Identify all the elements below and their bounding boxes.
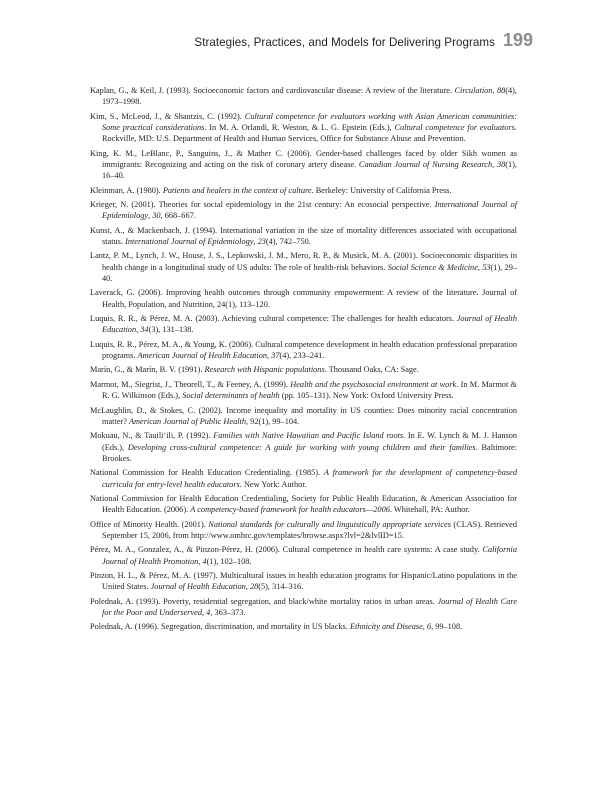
reference-entry (90, 519, 517, 542)
reference-text: Polednak, A. (1996). Segregation, discrimination, and mortality in US blacks. (90, 622, 350, 632)
reference-italic-text: Circulation (454, 86, 493, 95)
reference-list (90, 85, 517, 636)
reference-italic-text: Journal of Health Care for the Poor and Underserved (102, 596, 518, 617)
reference-text: , (245, 582, 250, 592)
reference-italic-text: 23 (257, 237, 266, 247)
reference-entry (90, 493, 517, 516)
reference-italic-text: Ethnicity and Disease (349, 622, 423, 632)
reference-text: National Commission for Health Education Credentialing. (1985). (90, 468, 324, 478)
reference-italic-text: A framework for the development of competency-based curricula for entry-level health educators (102, 468, 517, 489)
reference-text: Krieger, N. (2001). Theories for social epidemiology in the 21st century: An ecosocial perspective. (90, 200, 435, 210)
reference-text: Office of Minority Health. (2001). (90, 519, 209, 529)
reference-text: , (202, 607, 207, 617)
reference-entry (90, 225, 517, 248)
reference-italic-text: 53 (482, 262, 491, 272)
reference-text: . Baltimore: Brookes. (102, 442, 517, 463)
reference-italic-text: American Journal of Health Education (137, 351, 268, 361)
reference-text: Kim, S., McLeod, J., & Shantzis, C. (1992). (90, 111, 245, 121)
reference-text: (1), 102–108. (206, 556, 252, 566)
reference-text: Lantz, P. M., Lynch, J. W., House, J. S., Lepkowski, J. M., Mero, R. P., & Musick, M. A. (2001). Socioeconomic disparities in health change in a longitudinal study of US adults: The role of health-risk behaviors. (90, 251, 517, 272)
reference-text: Polednak, A. (1993). Poverty, residential segregation, and black/white mortality ratios in urban areas. (90, 596, 438, 606)
reference-italic-text: Cultural competence for evaluators (394, 122, 515, 132)
reference-text: , 363–373. (210, 607, 246, 617)
reference-text: , (148, 211, 153, 221)
reference-text: , (198, 556, 203, 566)
reference-text: (5), 314–316. (258, 582, 304, 592)
reference-text: (3), 131–138. (148, 325, 194, 335)
reference-text: . New York: Author. (239, 479, 307, 489)
reference-italic-text: National standards for culturally and linguistically appropriate services (208, 519, 451, 529)
reference-italic-text: A competency-based framework for health educators—2006 (190, 505, 390, 515)
reference-text: Marín, G., & Marín, B. V. (1991). (90, 365, 205, 375)
reference-italic-text: 38 (496, 159, 506, 169)
reference-italic-text: Patients and healers in the context of culture (162, 185, 312, 195)
reference-italic-text: 4 (206, 607, 211, 617)
reference-italic-text: American Journal of Public Health (128, 416, 247, 426)
reference-text: McLaughlin, D., & Stokes, C. (2002). Income inequality and mortality in US counties: Does minority racial concentration matter? (90, 405, 517, 426)
reference-text: . In M. Marmot & R. G. Wilkinson (Eds.), (102, 379, 517, 401)
reference-entry (90, 570, 517, 593)
reference-text: , (477, 262, 483, 272)
reference-text: , 92(1), 99–104. (246, 416, 300, 426)
reference-text: . Rockville, MD: U.S. Department of Health and Human Services, Office for Substance Abuse and Prevention. (102, 122, 517, 144)
reference-entry (90, 250, 517, 284)
reference-text: (4), 742–750. (265, 237, 311, 247)
page-number: 199 (502, 30, 533, 50)
reference-entry (90, 621, 517, 632)
reference-text: (1), 29–40. (102, 262, 517, 284)
running-header-title: Strategies, Practices, and Models for Delivering Programs (194, 36, 495, 49)
reference-italic-text: 34 (140, 325, 149, 335)
reference-text: King, K. M., LeBlanc, P., Sanguins, J., & Mather C. (2006). Gender-based challenges faced by older Sikh women as immigrants: Recognizing and acting on the risk of coronary artery disease. (90, 148, 517, 169)
reference-text: Laverack, G. (2006). Improving health outcomes through community empowerment: A review of the literature. Journal of Health, Population, and Nutrition, 24(1), 113–120. (90, 288, 517, 309)
reference-italic-text: Health and the psychosocial environment at work (290, 379, 457, 389)
reference-text: , (136, 325, 141, 335)
reference-entry (90, 313, 517, 336)
reference-entry (90, 544, 517, 567)
reference-text: . In M. A. Orlandi, R. Weston, & L. G. Epstein (Eds.), (204, 122, 395, 132)
reference-text: Pinzon, H. L., & Pérez, M. A. (1997). Multicultural issues in health education programs for Hispanic/Latino populations in the United States. (90, 570, 517, 592)
reference-text: (CLAS). Retrieved September 15, 2006, from http://www.omhrc.gov/templates/browse.aspx?lvl=2&lvlID=15. (102, 519, 517, 540)
reference-entry (90, 287, 517, 310)
reference-entry (90, 596, 517, 619)
reference-italic-text: International Journal of Epidemiology (125, 237, 254, 247)
reference-entry (90, 467, 517, 490)
reference-text: (pp. 105–131). New York: Oxford University Press. (279, 391, 454, 401)
reference-entry (90, 148, 517, 182)
reference-text: Kaplan, G., & Keil, J. (1993). Socioeconomic factors and cardiovascular disease: A review of the literature. (90, 86, 455, 95)
reference-entry (90, 379, 517, 402)
reference-entry (90, 85, 517, 108)
reference-text: Kunst, A., & Mackenbach, J. (1994). International variation in the size of mortality differences associated with occupational status. (90, 225, 517, 247)
reference-text: Marmot, M., Siegrist, J., Theorell, T., & Feeney, A. (1999). (90, 379, 291, 389)
reference-text: Luquis, R. R., & Pérez, M. A. (2003). Achieving cultural competence: The challenges for health educators. (90, 314, 457, 324)
reference-italic-text: Journal of Health Education (150, 582, 246, 592)
reference-italic-text: 6 (426, 622, 432, 632)
reference-text: Luquis, R. R., Pérez, M. A., & Young, K. (2006). Cultural competence development in health education professional preparation programs. (90, 339, 517, 361)
reference-text: . Thousand Oaks, CA: Sage. (324, 365, 419, 375)
reference-entry (90, 199, 517, 222)
reference-text: (4), 233–241. (279, 351, 325, 361)
reference-entry (90, 339, 517, 362)
reference-italic-text: Cultural competence for evaluators working with Asian American communities: Some practical considerations (102, 111, 517, 132)
reference-italic-text: 37 (271, 351, 280, 361)
reference-text: , 99–108. (431, 622, 463, 632)
reference-entry (90, 430, 517, 464)
reference-text: Kleinman, A. (1980). (90, 185, 163, 195)
reference-entry (90, 185, 517, 196)
reference-italic-text: 28 (249, 582, 259, 592)
reference-text: , (267, 351, 272, 361)
reference-italic-text: Social Science & Medicine (387, 262, 478, 272)
reference-text: Mokuau, N., & Tauili‘ili, P. (1992). (90, 431, 214, 441)
reference-text: , (253, 237, 258, 247)
running-header (90, 30, 533, 51)
reference-text: , (492, 86, 497, 95)
reference-italic-text: International Journal of Epidemiology (102, 200, 517, 221)
reference-italic-text: 88 (496, 86, 506, 95)
reference-italic-text: Canadian Journal of Nursing Research (358, 159, 493, 169)
reference-text: (4), 1973–1998. (102, 86, 517, 107)
reference-text: . In E. W. Lynch & M. J. Hanson (Eds.), (102, 431, 518, 452)
reference-text: , (492, 159, 497, 169)
reference-text: . Whitehall, PA: Author. (389, 505, 470, 515)
reference-text: (1), 16–40. (102, 159, 517, 181)
reference-text: National Commission for Health Education Credentialing, Society for Public Health Education, & American Association for Health Education. (2006). (90, 493, 517, 515)
reference-italic-text: 30 (152, 211, 161, 221)
reference-text: , 668–667. (160, 211, 196, 221)
reference-text: . Berkeley: University of California Press. (311, 185, 452, 195)
reference-italic-text: Families with Native Hawaiian and Pacific Island roots (213, 431, 404, 441)
reference-entry (90, 111, 517, 145)
reference-italic-text: California Journal of Health Promotion (102, 545, 517, 566)
reference-italic-text: Journal of Health Education (102, 314, 517, 335)
reference-entry (90, 405, 517, 428)
reference-entry (90, 364, 517, 375)
reference-text: , (422, 622, 427, 632)
reference-italic-text: Social determinants of health (182, 391, 280, 401)
reference-italic-text: Research with Hispanic populations (204, 365, 325, 375)
reference-text: Pérez, M. A., Gonzalez, A., & Pinzon-Pérez, H. (2006). Cultural competence in health care systems: A case study. (90, 545, 483, 555)
reference-italic-text: 4 (202, 556, 207, 566)
reference-italic-text: Developing cross-cultural competence: A guide for working with young children and their families (127, 442, 476, 452)
